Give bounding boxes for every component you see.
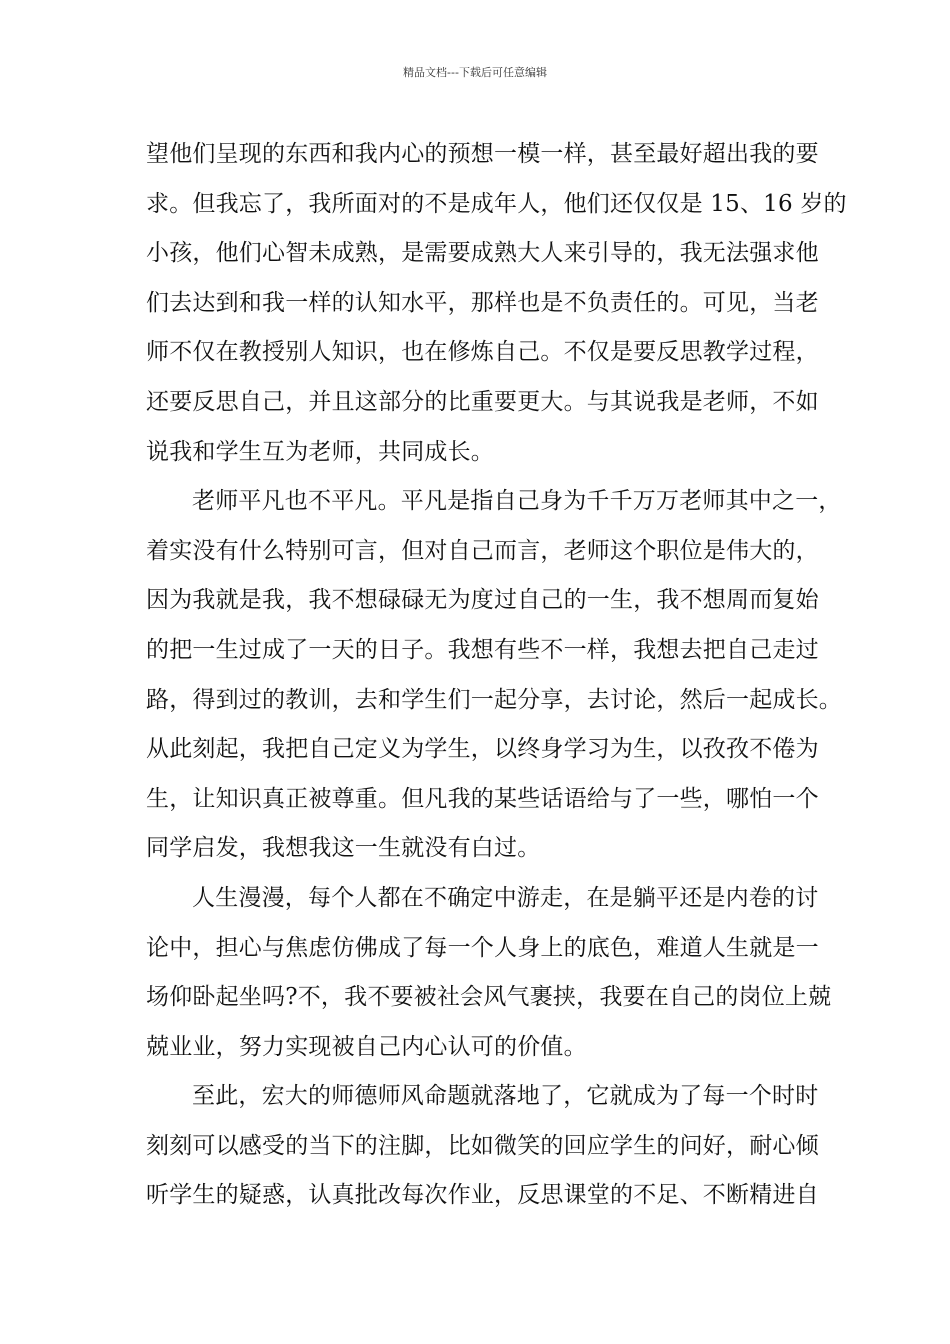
text-line: 们去达到和我一样的认知水平，那样也是不负责任的。可见，当老 bbox=[146, 289, 819, 316]
text-line: 着实没有什么特别可言，但对自己而言，老师这个职位是伟大的， bbox=[146, 537, 819, 564]
text-line: 望他们呈现的东西和我内心的预想一模一样，甚至最好超出我的要 bbox=[146, 141, 819, 167]
text-line: 兢业业，努力实现被自己内心认可的价值。 bbox=[146, 1033, 587, 1060]
paragraph-start-line: 老师平凡也不平凡。平凡是指自己身为千千万万老师其中之一， bbox=[192, 488, 842, 515]
paragraph-start-line: 至此，宏大的师德师风命题就落地了，它就成为了每一个时时 bbox=[192, 1083, 819, 1110]
text-line: 师不仅在教授别人知识，也在修炼自己。不仅是要反思教学过程， bbox=[146, 339, 819, 366]
text-line: 从此刻起，我把自己定义为学生，以终身学习为生，以孜孜不倦为 bbox=[146, 736, 819, 763]
text-line: 同学启发，我想我这一生就没有白过。 bbox=[146, 835, 541, 862]
text-line: 路，得到过的教训，去和学生们一起分享，去讨论，然后一起成长。 bbox=[146, 686, 842, 713]
text-line: 生，让知识真正被尊重。但凡我的某些话语给与了一些，哪怕一个 bbox=[146, 785, 819, 812]
text-line: 听学生的疑惑，认真批改每次作业，反思课堂的不足、不断精进自 bbox=[146, 1182, 819, 1209]
text-line: 场仰卧起坐吗?不，我不要被社会风气裹挟，我要在自己的岗位上兢 bbox=[146, 984, 832, 1011]
text-line: 求。但我忘了，我所面对的不是成年人，他们还仅仅是 15、16 岁的 bbox=[146, 190, 847, 217]
text-line: 说我和学生互为老师，共同成长。 bbox=[146, 438, 494, 465]
paragraph-start-line: 人生漫漫，每个人都在不确定中游走，在是躺平还是内卷的讨 bbox=[192, 884, 819, 911]
page-header: 精品文档---下载后可任意编辑 bbox=[403, 66, 547, 79]
text-line: 小孩，他们心智未成熟，是需要成熟大人来引导的，我无法强求他 bbox=[146, 240, 819, 267]
text-line: 因为我就是我，我不想碌碌无为度过自己的一生，我不想周而复始 bbox=[146, 587, 819, 614]
text-line: 论中，担心与焦虑仿佛成了每一个人身上的底色，难道人生就是一 bbox=[146, 934, 819, 961]
text-line: 还要反思自己，并且这部分的比重要更大。与其说我是老师，不如 bbox=[146, 388, 819, 415]
text-line: 的把一生过成了一天的日子。我想有些不一样，我想去把自己走过 bbox=[146, 636, 819, 663]
text-line: 刻刻可以感受的当下的注脚，比如微笑的回应学生的问好，耐心倾 bbox=[146, 1132, 819, 1159]
document-body bbox=[146, 130, 847, 1221]
